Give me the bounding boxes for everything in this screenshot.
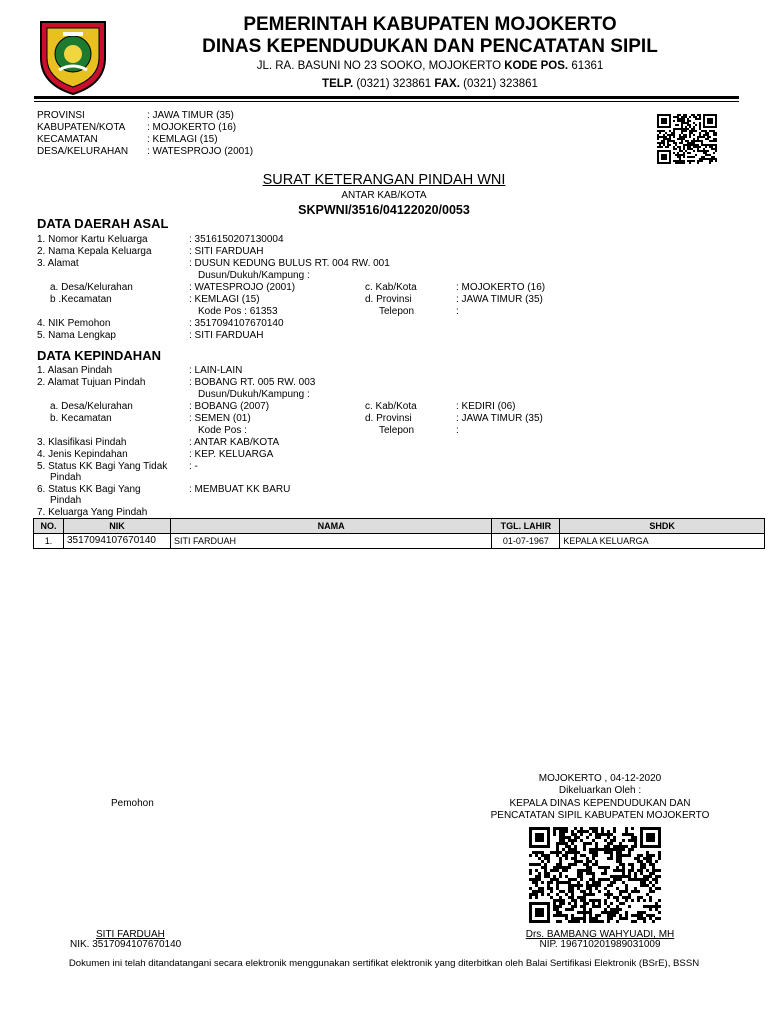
pindah-kab-value: : KEDIRI (06) bbox=[456, 401, 516, 412]
electronic-signature-note: Dokumen ini telah ditandatangani secara elektronik menggunakan sertifikat elektronik yang diterbitkan oleh Balai Sertifikasi Elektronik (BSrE), BSSN bbox=[68, 958, 700, 969]
asal-nik-label: 4. NIK Pemohon bbox=[37, 318, 111, 329]
table-row bbox=[34, 534, 765, 549]
pindah-tujuan-label: 2. Alamat Tujuan Pindah bbox=[37, 377, 146, 388]
asal-dusun: Dusun/Dukuh/Kampung : bbox=[198, 270, 310, 281]
region-desa-value: : WATESPROJO (2001) bbox=[147, 146, 254, 157]
pindah-alasan-value: : LAIN-LAIN bbox=[189, 365, 243, 376]
pindah-kec-value: : SEMEN (01) bbox=[189, 413, 251, 424]
pindah-telepon-value: : bbox=[456, 425, 459, 436]
column-header-nik: NIK bbox=[63, 519, 170, 534]
header-contact bbox=[120, 77, 740, 91]
pindah-klasifikasi-value: : ANTAR KAB/KOTA bbox=[189, 437, 280, 448]
asal-no-kk-label: 1. Nomor Kartu Keluarga bbox=[37, 234, 148, 245]
pindah-desa-value: : BOBANG (2007) bbox=[189, 401, 270, 412]
pindah-status-pindah-value: : MEMBUAT KK BARU bbox=[189, 484, 291, 495]
asal-nik-value: : 3517094107670140 bbox=[189, 318, 284, 329]
pindah-status-pindah-label: 6. Status KK Bagi Yang bbox=[37, 484, 141, 495]
asal-desa-label: a. Desa/Kelurahan bbox=[50, 282, 133, 293]
document-number: SKPWNI/3516/04122020/0053 bbox=[298, 203, 470, 217]
asal-alamat-value: : DUSUN KEDUNG BULUS RT. 004 RW. 001 bbox=[189, 258, 390, 269]
header-divider-thick bbox=[34, 96, 739, 99]
official-position-line1: KEPALA DINAS KEPENDUDUKAN DAN bbox=[509, 798, 691, 809]
table-header-row bbox=[34, 519, 765, 534]
pindah-status-tidak-label-cont: Pindah bbox=[50, 472, 82, 483]
document-subtitle: ANTAR KAB/KOTA bbox=[341, 190, 427, 201]
pindah-jenis-value: : KEP. KELUARGA bbox=[189, 449, 274, 460]
pindah-status-tidak-value: : - bbox=[189, 461, 198, 472]
document-title-text: SURAT KETERANGAN PINDAH WNI bbox=[262, 172, 506, 188]
pindah-kec-label: b. Kecamatan bbox=[50, 413, 112, 424]
pindah-dusun: Dusun/Dukuh/Kampung : bbox=[198, 389, 310, 400]
asal-telepon-label: Telepon bbox=[379, 306, 415, 317]
cell-no: 1. bbox=[34, 534, 64, 549]
region-desa-label: DESA/KELURAHAN bbox=[37, 146, 129, 157]
issued-by-label: Dikeluarkan Oleh : bbox=[558, 785, 642, 796]
asal-kec-label: b .Kecamatan bbox=[50, 294, 112, 305]
telp-label: TELP. bbox=[322, 78, 354, 90]
official-position-line2: PENCATATAN SIPIL KABUPATEN MOJOKERTO bbox=[490, 810, 710, 821]
cell-nama: SITI FARDUAH bbox=[170, 534, 491, 549]
cell-shdk: KEPALA KELUARGA bbox=[560, 534, 765, 549]
asal-prov-label: d. Provinsi bbox=[365, 294, 412, 305]
pindah-kab-label: c. Kab/Kota bbox=[365, 401, 417, 412]
pindah-klasifikasi-label: 3. Klasifikasi Pindah bbox=[37, 437, 127, 448]
signature-place-date: MOJOKERTO , 04-12-2020 bbox=[538, 773, 662, 784]
header-divider-thin bbox=[34, 101, 739, 102]
asal-kepala-label: 2. Nama Kepala Keluarga bbox=[37, 246, 152, 257]
column-header-tgl-lahir: TGL. LAHIR bbox=[492, 519, 560, 534]
column-header-no: NO. bbox=[34, 519, 64, 534]
pindah-desa-label: a. Desa/Kelurahan bbox=[50, 401, 133, 412]
asal-kodepos: Kode Pos : 61353 bbox=[198, 306, 278, 317]
address-text: JL. RA. BASUNI NO 23 SOOKO, MOJOKERTO bbox=[256, 60, 505, 72]
pemohon-label: Pemohon bbox=[111, 798, 154, 809]
region-provinsi-label: PROVINSI bbox=[37, 110, 85, 121]
pemohon-name: SITI FARDUAH bbox=[96, 929, 165, 940]
telp-value: (0321) 323861 bbox=[353, 78, 435, 90]
asal-nama-value: : SITI FARDUAH bbox=[189, 330, 264, 341]
pemohon-nik: NIK. 3517094107670140 bbox=[70, 939, 182, 950]
fax-label: FAX. bbox=[434, 78, 460, 90]
official-nip: NIP. 196710201989031009 bbox=[539, 939, 661, 950]
asal-kab-label: c. Kab/Kota bbox=[365, 282, 417, 293]
asal-kec-value: : KEMLAGI (15) bbox=[189, 294, 260, 305]
pindah-telepon-label: Telepon bbox=[379, 425, 415, 436]
region-kabupaten-value: : MOJOKERTO (16) bbox=[147, 122, 237, 133]
official-name: Drs. BAMBANG WAHYUADI, MH bbox=[525, 929, 675, 940]
family-members-table bbox=[33, 518, 765, 549]
pindah-prov-value: : JAWA TIMUR (35) bbox=[456, 413, 543, 424]
asal-kepala-value: : SITI FARDUAH bbox=[189, 246, 264, 257]
region-provinsi-value: : JAWA TIMUR (35) bbox=[147, 110, 234, 121]
column-header-shdk: SHDK bbox=[560, 519, 765, 534]
qr-code-signature bbox=[529, 827, 661, 923]
pindah-kodepos: Kode Pos : bbox=[198, 425, 247, 436]
mojokerto-coat-of-arms-logo bbox=[33, 14, 113, 96]
cell-tgl-lahir: 01-07-1967 bbox=[492, 534, 560, 549]
kode-pos-label: KODE POS. bbox=[504, 60, 569, 72]
region-kecamatan-label: KECAMATAN bbox=[37, 134, 98, 145]
pindah-status-pindah-label-cont: Pindah bbox=[50, 495, 82, 506]
asal-alamat-label: 3. Alamat bbox=[37, 258, 79, 269]
header-government-name: PEMERINTAH KABUPATEN MOJOKERTO bbox=[243, 14, 617, 35]
asal-nama-label: 5. Nama Lengkap bbox=[37, 330, 116, 341]
document-title bbox=[0, 172, 768, 189]
pindah-jenis-label: 4. Jenis Kepindahan bbox=[37, 449, 128, 460]
pindah-alasan-label: 1. Alasan Pindah bbox=[37, 365, 113, 376]
asal-prov-value: : JAWA TIMUR (35) bbox=[456, 294, 543, 305]
asal-desa-value: : WATESPROJO (2001) bbox=[189, 282, 296, 293]
asal-no-kk-value: : 3516150207130004 bbox=[189, 234, 284, 245]
pindah-keluarga-label: 7. Keluarga Yang Pindah bbox=[37, 507, 148, 518]
qr-code-top bbox=[657, 114, 717, 164]
kode-pos-value: 61361 bbox=[568, 60, 604, 72]
fax-value: (0321) 323861 bbox=[459, 78, 538, 90]
pindah-status-tidak-label: 5. Status KK Bagi Yang Tidak bbox=[37, 461, 168, 472]
pindah-prov-label: d. Provinsi bbox=[365, 413, 412, 424]
column-header-nama: NAMA bbox=[170, 519, 491, 534]
region-kecamatan-value: : KEMLAGI (15) bbox=[147, 134, 218, 145]
section-heading-asal: DATA DAERAH ASAL bbox=[37, 216, 169, 231]
header-department-name: DINAS KEPENDUDUKAN DAN PENCATATAN SIPIL bbox=[202, 36, 658, 57]
section-heading-kepindahan: DATA KEPINDAHAN bbox=[37, 348, 161, 363]
asal-kab-value: : MOJOKERTO (16) bbox=[456, 282, 546, 293]
pindah-tujuan-value: : BOBANG RT. 005 RW. 003 bbox=[189, 377, 316, 388]
region-kabupaten-label: KABUPATEN/KOTA bbox=[37, 122, 126, 133]
header-address bbox=[120, 59, 740, 73]
cell-nik: 3517094107670140 bbox=[63, 534, 170, 549]
asal-telepon-value: : bbox=[456, 306, 459, 317]
